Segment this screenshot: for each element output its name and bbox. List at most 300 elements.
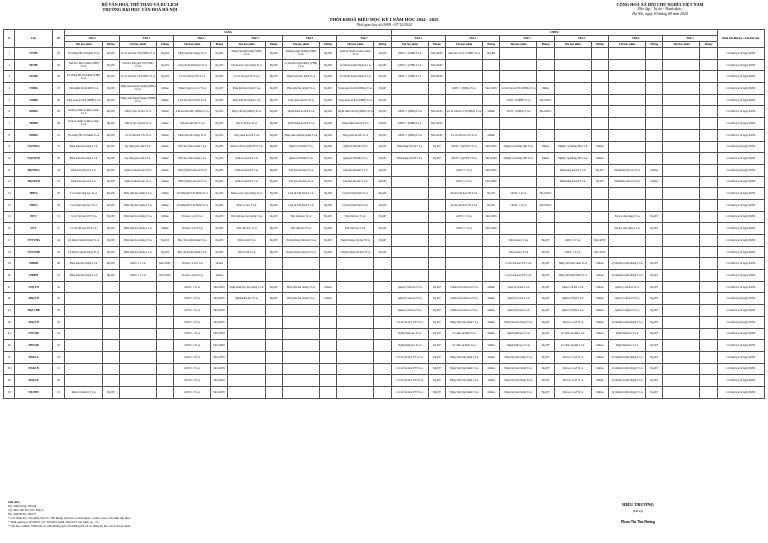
course-cell: Quản lý văn hoá T1.A xyxy=(391,293,428,305)
course-cell: Cơ sở văn hoá VN (DHA) T1.A xyxy=(445,106,482,118)
course-cell xyxy=(663,141,700,153)
room-cell xyxy=(537,223,554,235)
room-cell xyxy=(319,258,336,270)
course-cell: Lịch sử Việt Nam T1.A xyxy=(282,188,319,200)
room-cell: Ng.205 xyxy=(319,235,336,247)
room-cell xyxy=(700,71,717,83)
day-header: Thứ 4 xyxy=(500,36,554,42)
course-cell: Thư viện học T1.A xyxy=(337,223,374,235)
row-number: 11 xyxy=(4,164,15,176)
room-cell: Ng.205 xyxy=(265,71,282,83)
course-cell: Kinh tế chính trị Mác-Lênin T1.A xyxy=(65,118,102,130)
course-col-header: Tên học phần xyxy=(282,42,319,48)
room-cell xyxy=(428,223,445,235)
table-row xyxy=(4,59,765,71)
room-cell: Ng.205 xyxy=(211,129,228,141)
week-note: Cả tuần học từ ngày 09/09 xyxy=(717,305,764,317)
course-cell xyxy=(554,118,591,130)
room-cell: Online xyxy=(591,305,608,317)
room-cell: Sân GDTC xyxy=(211,375,228,387)
row-number: 26 xyxy=(4,340,15,352)
room-cell xyxy=(428,188,445,200)
room-cell xyxy=(374,340,391,352)
course-cell xyxy=(663,83,700,95)
room-cell: Online xyxy=(483,281,500,293)
room-cell: Ng.205 xyxy=(265,59,282,71)
room-cell: Ng.207 xyxy=(428,141,445,153)
class-code: 57NTQB xyxy=(15,328,52,340)
course-cell: GDTC 1 T1.A xyxy=(554,235,591,247)
class-code: 57TV xyxy=(15,223,52,235)
room-cell: Online xyxy=(483,375,500,387)
footer-line: * Thời gian học từ 09/09 - 07/12/2024. Sinh viên thi ở các tuần 14 - 16 xyxy=(8,520,99,524)
course-cell: Nghiệp vụ hướng dẫn T1.A xyxy=(500,153,537,165)
row-number: 20 xyxy=(4,270,15,282)
room-cell: Ng.205 xyxy=(319,129,336,141)
page-subtitle: Thời gian học từ 09/09 - 07/12/2024 xyxy=(356,23,412,27)
class-code: 58DHA xyxy=(15,106,52,118)
room-cell: Ng.205 xyxy=(211,176,228,188)
course-cell xyxy=(65,351,102,363)
course-cell xyxy=(282,305,319,317)
course-cell: Pháp luật đại cương T1.A xyxy=(228,94,265,106)
room-cell: Ng.207 xyxy=(537,363,554,375)
room-cell xyxy=(700,235,717,247)
room-cell xyxy=(646,235,663,247)
table-row xyxy=(4,188,765,200)
room-cell: Ng.207 xyxy=(537,340,554,352)
course-cell: Kinh tế chính trị T1.A xyxy=(65,386,102,398)
room-cell xyxy=(374,363,391,375)
room-cell xyxy=(537,176,554,188)
col-class: Lớp xyxy=(15,30,52,48)
room-cell: Online xyxy=(591,363,608,375)
course-cell: Tin học cơ sở T1.A xyxy=(554,386,591,398)
room-cell: Ng.205 xyxy=(265,188,282,200)
course-cell: Tuyến điểm du lịch T1.A xyxy=(282,106,319,118)
class-code: 57QTDVA xyxy=(15,141,52,153)
course-cell xyxy=(608,235,645,247)
course-cell: Lý thuyết truyền thông T1.A xyxy=(608,351,645,363)
course-cell xyxy=(663,351,700,363)
course-cell xyxy=(391,199,428,211)
course-cell: Cơ sở văn hoá VN T1.A xyxy=(445,129,482,141)
week-note: Cả tuần học từ ngày 09/09 xyxy=(717,199,764,211)
room-cell xyxy=(156,340,173,352)
room-cell xyxy=(646,83,663,95)
course-cell xyxy=(228,363,265,375)
course-cell xyxy=(65,281,102,293)
row-number: 4 xyxy=(4,83,15,95)
room-cell: Ng.205 xyxy=(102,246,119,258)
room-cell: Ng.207 xyxy=(428,316,445,328)
course-cell: Viết tin bài T1.A xyxy=(228,246,265,258)
course-cell: Quản trị lữ hành T1.A xyxy=(337,141,374,153)
room-cell: Ng.207 xyxy=(646,258,663,270)
course-col-header: Tên học phần xyxy=(228,42,265,48)
course-cell: Lịch sử Việt Nam T1.A xyxy=(337,188,374,200)
room-cell xyxy=(700,386,717,398)
course-cell: Tổ chức sự kiện T1.A xyxy=(554,340,591,352)
day-header: Thứ 6 xyxy=(282,36,336,42)
room-cell xyxy=(646,188,663,200)
room-cell xyxy=(265,363,282,375)
room-cell: Sân GDTC xyxy=(428,129,445,141)
course-cell: Pháp luật du lịch T1.A xyxy=(65,176,102,188)
room-cell: Ng.205 xyxy=(211,235,228,247)
row-number: 25 xyxy=(4,328,15,340)
week-note: Cả tuần học từ ngày 09/09 xyxy=(717,316,764,328)
course-cell: Cơ sở văn hoá VN T1.A xyxy=(119,129,156,141)
course-cell: Cơ sở văn hoá VN T1.A xyxy=(228,71,265,83)
room-cell xyxy=(537,59,554,71)
course-cell xyxy=(282,386,319,398)
course-cell xyxy=(608,199,645,211)
course-col-header: Tên học phần xyxy=(119,42,156,48)
room-cell: Online xyxy=(156,188,173,200)
room-cell xyxy=(591,94,608,106)
course-cell: Tiếng Việt thực hành T1.A xyxy=(445,316,482,328)
week-note: Cả tuần học từ ngày 09/09 xyxy=(717,153,764,165)
course-cell xyxy=(663,176,700,188)
course-cell xyxy=(500,211,537,223)
course-cell xyxy=(391,83,428,95)
course-cell xyxy=(663,386,700,398)
morning-header: SÁNG xyxy=(65,30,391,36)
course-cell: Lịch sử văn minh TG T1.A xyxy=(174,59,211,71)
room-cell: Online xyxy=(591,340,608,352)
ministry-name: BỘ VĂN HOÁ, THỂ THAO VÀ DU LỊCH xyxy=(101,2,179,7)
student-count: 43 xyxy=(52,246,65,258)
room-cell: Online xyxy=(156,164,173,176)
room-cell xyxy=(700,48,717,60)
room-cell: Ng.205 xyxy=(102,235,119,247)
room-cell: Ng.205 xyxy=(319,223,336,235)
room-cell xyxy=(102,340,119,352)
room-cell: Ng.207 xyxy=(483,199,500,211)
row-number: 30 xyxy=(4,386,15,398)
course-cell xyxy=(337,258,374,270)
room-cell: Sân GDTC xyxy=(483,223,500,235)
room-cell: Ng.205 xyxy=(156,48,173,60)
course-cell: Nghệ thuật học đại cương T1.A xyxy=(228,281,265,293)
student-count: 44 xyxy=(52,235,65,247)
course-cell xyxy=(663,293,700,305)
week-note: Cả tuần học từ ngày 09/09 xyxy=(717,48,764,60)
room-cell xyxy=(646,153,663,165)
room-cell xyxy=(428,83,445,95)
room-cell xyxy=(537,211,554,223)
room-cell: Ng.207 xyxy=(428,386,445,398)
room-cell xyxy=(591,83,608,95)
course-cell: Tổng quan du lịch (DHA) T1.A xyxy=(337,83,374,95)
room-cell: Ng.207 xyxy=(646,293,663,305)
week-note: Cả tuần học từ ngày 09/09 xyxy=(717,363,764,375)
room-cell: Ng.205 xyxy=(102,211,119,223)
course-cell: Pháp luật đại cương T1.A xyxy=(500,363,537,375)
room-cell: Ng.207 xyxy=(537,235,554,247)
course-cell xyxy=(282,258,319,270)
room-cell: Ng.205 xyxy=(319,246,336,258)
course-cell xyxy=(663,375,700,387)
course-cell: Tâm lý học du lịch T1.A xyxy=(119,106,156,118)
course-cell: Tổ chức sự kiện T1.A xyxy=(445,340,482,352)
row-number: 3 xyxy=(4,71,15,83)
table-row xyxy=(4,118,765,130)
signed-note: (Đã ký) xyxy=(632,509,644,513)
course-cell: Cơ sở văn hoá VN (VHE) T1.A xyxy=(119,48,156,60)
course-cell xyxy=(554,59,591,71)
room-cell: Ng.205 xyxy=(374,188,391,200)
room-cell: Ng.205 xyxy=(102,164,119,176)
course-cell: Tiếng Việt thực hành T1.A xyxy=(554,258,591,270)
room-cell xyxy=(265,305,282,317)
course-cell: Quản trị lữ hành T1.A xyxy=(282,153,319,165)
course-cell xyxy=(391,223,428,235)
room-cell: Online xyxy=(483,316,500,328)
week-note: Cả tuần học từ ngày 09/09 xyxy=(717,386,764,398)
course-cell: GDTC 1 T1.A xyxy=(174,293,211,305)
course-cell xyxy=(608,129,645,141)
day-header: Thứ 4 xyxy=(174,36,228,42)
course-cell: Tin học cơ sở T1.A xyxy=(554,375,591,387)
room-cell: Ng.205 xyxy=(102,270,119,282)
course-cell: Tiếng Anh chuyên ngành (DHB) T1.A xyxy=(119,94,156,106)
room-cell xyxy=(265,351,282,363)
table-row xyxy=(4,305,765,317)
room-cell xyxy=(156,305,173,317)
motto: Độc lập - Tự do - Hạnh phúc xyxy=(638,7,682,11)
class-code: 57TTVHB xyxy=(15,246,52,258)
course-cell: Lịch sử văn hoá VN T1.A xyxy=(174,94,211,106)
footer-notes xyxy=(8,500,428,528)
course-cell: Pháp luật đại cương T1.A xyxy=(500,375,537,387)
room-cell xyxy=(483,71,500,83)
course-cell xyxy=(119,363,156,375)
room-cell: Sân GDTC xyxy=(537,199,554,211)
room-cell: Online xyxy=(591,293,608,305)
course-cell xyxy=(608,59,645,71)
room-cell: Ng.205 xyxy=(265,153,282,165)
course-cell: Chính sách văn hoá T1.A xyxy=(445,305,482,317)
room-cell xyxy=(319,270,336,282)
week-note: Cả tuần học từ ngày 09/09 xyxy=(717,141,764,153)
course-cell: Tư tưởng Hồ Chí Minh T1.A xyxy=(174,188,211,200)
room-cell: Ng.403 xyxy=(483,48,500,60)
course-cell xyxy=(608,153,645,165)
course-col-header: Tên học phần xyxy=(500,42,537,48)
course-cell xyxy=(608,83,645,95)
room-cell xyxy=(700,176,717,188)
row-number: 19 xyxy=(4,258,15,270)
room-cell: Ng.205 xyxy=(265,94,282,106)
room-cell xyxy=(591,48,608,60)
course-cell: Tin học cơ sở T1.A xyxy=(554,316,591,328)
course-cell: Lý thuyết truyền thông T1.A xyxy=(337,71,374,83)
class-code: 59SKCA xyxy=(15,351,52,363)
room-cell: Ng.205 xyxy=(319,164,336,176)
course-cell: Cơ sở văn hoá VN T1.A xyxy=(500,270,537,282)
course-cell: Triết học Mác-Lênin T1.A xyxy=(174,141,211,153)
week-note: Cả tuần học từ ngày 09/09 xyxy=(717,270,764,282)
room-cell: Ng.205 xyxy=(156,71,173,83)
table-row xyxy=(4,141,765,153)
room-cell xyxy=(700,106,717,118)
course-cell: Địa lý du lịch T1.A xyxy=(228,118,265,130)
room-cell xyxy=(156,281,173,293)
footer-line: * Với học online: TKB lớp có trên khung giờ với đường nối về cổ đăng ký học các lớp học khác xyxy=(8,524,131,528)
course-cell: Chính sách văn hoá T1.A xyxy=(445,281,482,293)
room-cell: Ng.205 xyxy=(265,211,282,223)
row-number: 5 xyxy=(4,94,15,106)
room-cell: Sân GDTC xyxy=(537,94,554,106)
room-cell xyxy=(700,305,717,317)
room-cell: Ng.205 xyxy=(211,94,228,106)
course-cell xyxy=(445,118,482,130)
issue-date: Hà Nội, ngày 30 tháng 08 năm 2024 xyxy=(632,12,688,16)
room-cell: Ng.207 xyxy=(483,188,500,200)
course-cell: Chủ nghĩa xã hội KH T1.A xyxy=(65,83,102,95)
row-number: 22 xyxy=(4,293,15,305)
student-count: 38 xyxy=(52,106,65,118)
course-cell: Cơ sở văn hoá VN (DHA) T1.A xyxy=(500,83,537,95)
room-cell xyxy=(700,351,717,363)
course-cell xyxy=(663,223,700,235)
room-cell xyxy=(265,258,282,270)
room-cell: Online xyxy=(483,129,500,141)
class-code: 58BTA xyxy=(15,188,52,200)
room-cell xyxy=(483,94,500,106)
course-cell xyxy=(500,223,537,235)
room-cell: Ng.205 xyxy=(265,176,282,188)
course-cell: Quản trị khách sạn T1.A xyxy=(119,164,156,176)
course-cell: Lý thuyết truyền thông (VHE) T1.A xyxy=(282,59,319,71)
course-cell: Cơ sở văn hoá VN T1.A xyxy=(174,71,211,83)
course-cell: Lý thuyết truyền thông T1.A xyxy=(337,59,374,71)
room-cell: Online xyxy=(537,141,554,153)
course-cell: GDTC 1 T1.A xyxy=(445,164,482,176)
course-cell: Cơ sở văn hoá VN T1.A xyxy=(391,375,428,387)
room-cell: Ng.205 xyxy=(102,141,119,153)
student-count: 23 xyxy=(52,351,65,363)
room-cell: Sân GDTC xyxy=(483,176,500,188)
course-cell xyxy=(663,59,700,71)
room-cell xyxy=(700,199,717,211)
course-cell: Pháp luật đại cương T1.A xyxy=(500,316,537,328)
room-cell: Ng.205 xyxy=(319,176,336,188)
course-cell: Pháp luật du lịch T1.A xyxy=(65,164,102,176)
course-cell: Lịch sử Việt Nam T1.A xyxy=(337,199,374,211)
course-cell: Lý thuyết truyền thông T1.A xyxy=(65,246,102,258)
course-cell: GDTC 1 (DHA) T1.A xyxy=(391,129,428,141)
room-cell: Sân GDTC xyxy=(483,83,500,95)
course-cell: GDTC 1 T1.A xyxy=(500,188,537,200)
course-cell: GDTC 1 T1.A xyxy=(174,386,211,398)
room-cell: Sân GDTC xyxy=(428,59,445,71)
room-cell xyxy=(374,258,391,270)
room-cell: Ng.207 xyxy=(646,351,663,363)
course-cell xyxy=(608,94,645,106)
course-cell xyxy=(445,270,482,282)
course-cell xyxy=(663,316,700,328)
course-cell xyxy=(391,235,428,247)
course-cell: Quản lý di sản T1.A xyxy=(500,293,537,305)
course-cell xyxy=(391,176,428,188)
room-cell: Ng.205 xyxy=(319,71,336,83)
room-cell xyxy=(265,386,282,398)
room-cell: Ng.205 xyxy=(211,246,228,258)
course-cell: GDTC 1 (DHA) T1.A xyxy=(500,106,537,118)
row-number: 23 xyxy=(4,305,15,317)
room-cell: Sân GDTC xyxy=(483,164,500,176)
footer-line: Ng: Nhà B Ed: Nhà E xyxy=(8,512,36,516)
room-cell xyxy=(265,328,282,340)
course-cell: Nghiệp vụ hướng dẫn T1.A xyxy=(554,153,591,165)
course-cell: Tổng quan du lịch T1.A xyxy=(228,129,265,141)
student-count: 21 xyxy=(52,363,65,375)
course-cell: Pháp luật đại cương T1.A xyxy=(500,386,537,398)
course-cell: Nghệ thuật học T1.A xyxy=(391,328,428,340)
course-cell xyxy=(554,199,591,211)
room-cell xyxy=(374,328,391,340)
course-cell xyxy=(554,223,591,235)
course-cell: Cơ sở bảo tàng học T1.A xyxy=(65,199,102,211)
course-cell: Pháp luật đại cương T1.A xyxy=(119,223,156,235)
course-cell xyxy=(228,351,265,363)
course-cell xyxy=(554,188,591,200)
course-cell xyxy=(663,258,700,270)
course-cell: Tư tưởng Hồ Chí Minh (VHE) T1.A xyxy=(65,71,102,83)
class-code: 57VHE xyxy=(15,48,52,60)
course-cell xyxy=(663,118,700,130)
room-cell: Ng.205 xyxy=(211,118,228,130)
class-code: 58VHE xyxy=(15,59,52,71)
course-cell: Truyền thông văn hoá T1.A xyxy=(337,246,374,258)
course-cell: Tổng quan du lịch (DHB) T1.A xyxy=(337,94,374,106)
room-cell: Ng.207 xyxy=(428,328,445,340)
room-cell: Ng.205 xyxy=(265,118,282,130)
course-cell xyxy=(228,340,265,352)
room-cell: Online xyxy=(591,258,608,270)
room-cell: Ng.205 xyxy=(102,59,119,71)
room-cell xyxy=(700,223,717,235)
room-cell xyxy=(428,94,445,106)
room-cell xyxy=(374,270,391,282)
room-cell xyxy=(156,328,173,340)
course-cell: Tuyến điểm du lịch (DHA) T1.A xyxy=(337,106,374,118)
course-cell: GDTC 1 (DHA) T1.A xyxy=(445,83,482,95)
week-note: Cả tuần học từ ngày 09/09 xyxy=(717,328,764,340)
week-note: Cả tuần học từ ngày 09/09 xyxy=(717,188,764,200)
day-header: Thứ 5 xyxy=(228,36,282,42)
row-number: 28 xyxy=(4,363,15,375)
course-cell xyxy=(663,188,700,200)
course-cell: Khảo cổ học T1.A xyxy=(228,199,265,211)
course-cell: Nghệ thuật học T1.A xyxy=(228,293,265,305)
room-cell xyxy=(646,246,663,258)
course-cell: Kinh tế du lịch (QTDV) T1.A xyxy=(228,141,265,153)
course-cell: GDTC 1 T1.A xyxy=(174,351,211,363)
school-header xyxy=(40,2,240,12)
day-header: Thứ 7 xyxy=(663,36,717,42)
course-cell xyxy=(119,293,156,305)
room-cell xyxy=(646,71,663,83)
room-cell: Ng.207 xyxy=(646,281,663,293)
table-row xyxy=(4,199,765,211)
room-cell: Online xyxy=(156,83,173,95)
row-number: 21 xyxy=(4,281,15,293)
course-cell: Cơ sở văn hoá VN T1.A xyxy=(391,363,428,375)
